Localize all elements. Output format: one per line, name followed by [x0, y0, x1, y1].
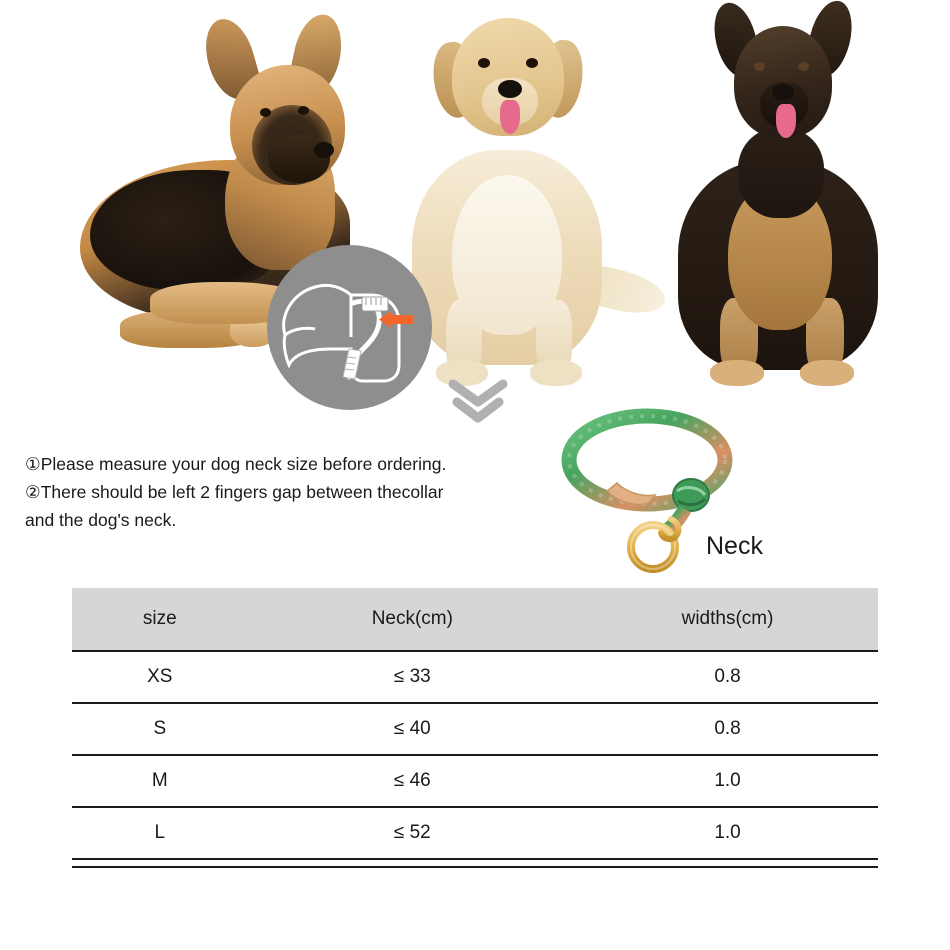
cell-size: XS	[72, 651, 248, 703]
neck-label: Neck	[706, 532, 763, 560]
table-row	[72, 703, 878, 755]
cell-neck: ≤ 46	[248, 755, 578, 807]
german-shepherd-sitting-icon	[660, 0, 900, 390]
column-header-widths: widths(cm)	[577, 588, 878, 651]
size-chart-table	[72, 588, 878, 860]
dog-photo-band	[0, 0, 950, 420]
cell-neck: ≤ 52	[248, 807, 578, 859]
cell-neck: ≤ 40	[248, 703, 578, 755]
dog-neck-measure-icon	[267, 245, 432, 410]
table-header	[72, 588, 878, 651]
column-header-size: size	[72, 588, 248, 651]
cell-neck: ≤ 33	[248, 651, 578, 703]
cell-width: 1.0	[577, 755, 878, 807]
table-body	[72, 651, 878, 859]
instruction-line-1: ①Please measure your dog neck size before ordering.	[25, 454, 447, 474]
table-row	[72, 755, 878, 807]
cell-size: M	[72, 755, 248, 807]
cell-width: 1.0	[577, 807, 878, 859]
instruction-line-3: and the dog's neck.	[25, 510, 177, 530]
cell-size: L	[72, 807, 248, 859]
measuring-instructions	[25, 450, 555, 534]
chevron-double-down-icon	[447, 378, 509, 426]
column-header-neck: Neck(cm)	[248, 588, 578, 651]
cell-width: 0.8	[577, 651, 878, 703]
table-row	[72, 651, 878, 703]
table-bottom-divider	[72, 866, 878, 868]
cell-width: 0.8	[577, 703, 878, 755]
table-header-row	[72, 588, 878, 651]
instruction-line-2: ②There should be left 2 fingers gap between thecollar	[25, 482, 444, 502]
cell-size: S	[72, 703, 248, 755]
table-row	[72, 807, 878, 859]
